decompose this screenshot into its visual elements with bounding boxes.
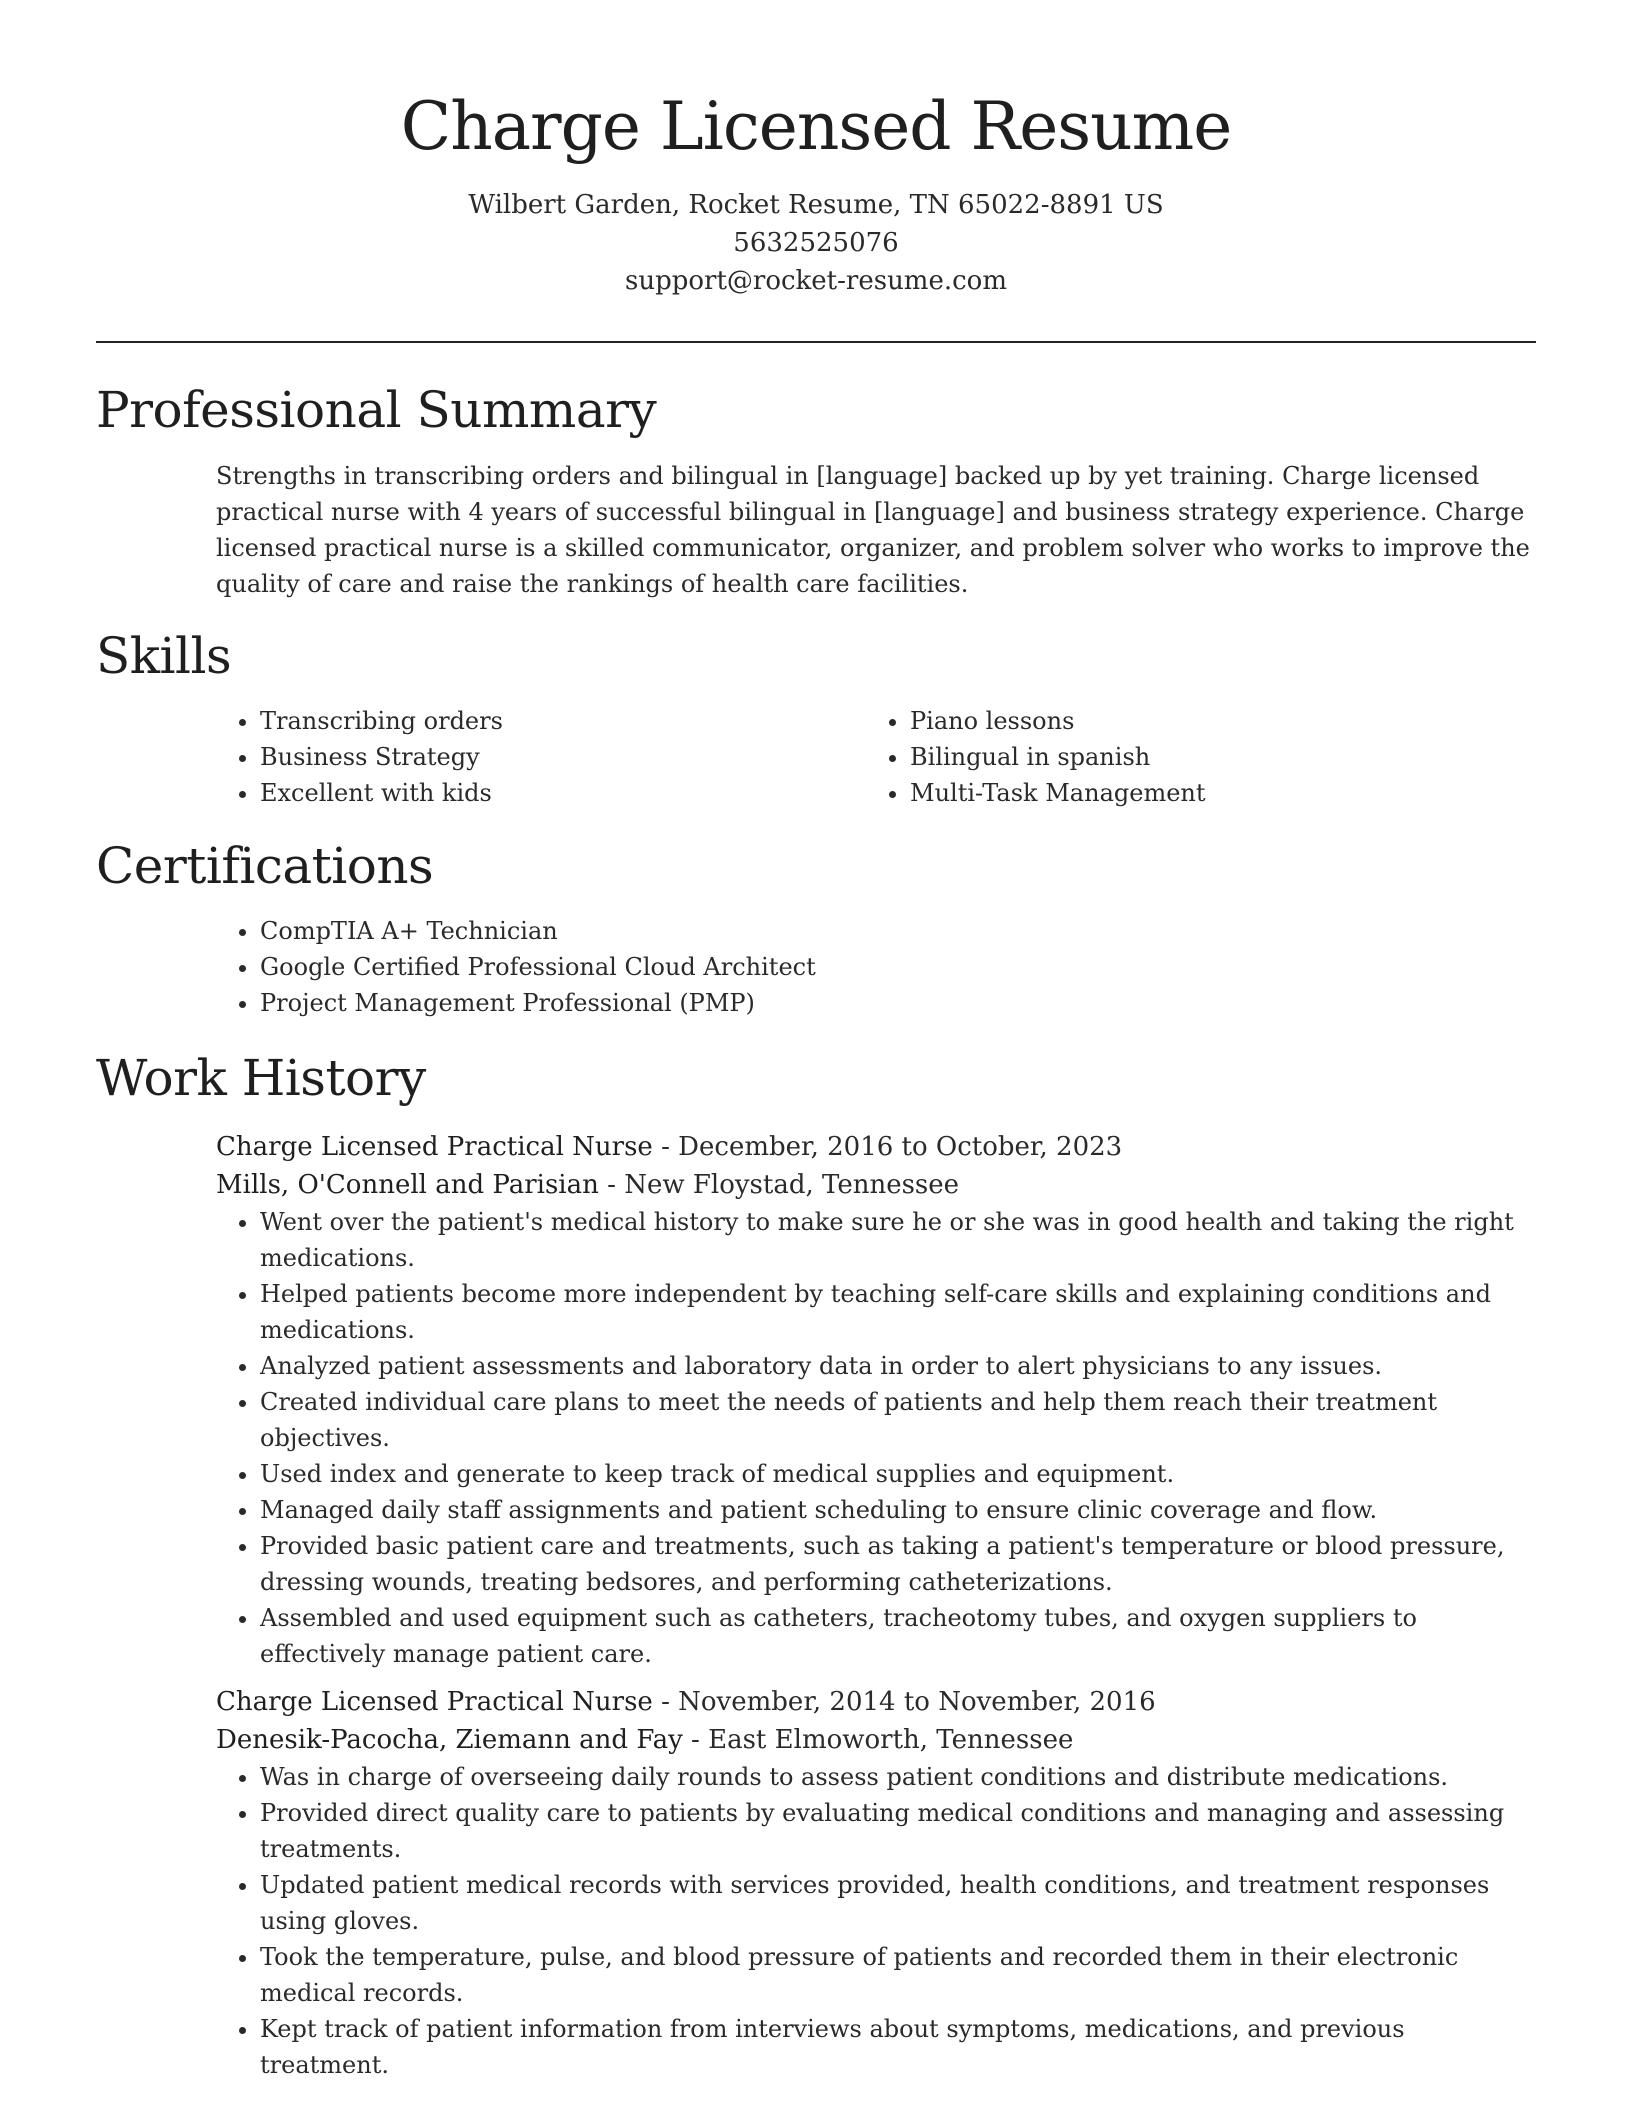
job-bullets <box>216 1759 1536 2083</box>
skill-item: • Transcribing orders <box>260 703 866 739</box>
job-location: East Elmoworth, Tennessee <box>708 1725 1074 1755</box>
skills-column-left <box>216 703 866 811</box>
skills-heading: Skills <box>96 627 232 685</box>
job-bullets <box>216 1204 1536 1672</box>
job-separator: - <box>661 1687 679 1717</box>
job-bullet: • Provided direct quality care to patients by evaluating medical conditions and managing and assessing treatments. <box>260 1795 1536 1867</box>
job-bullet: • Created individual care plans to meet the needs of patients and help them reach their treatment objectives. <box>260 1384 1536 1456</box>
contact-email: support@rocket-resume.com <box>624 266 1007 296</box>
job-bullet: • Managed daily staff assignments and patient scheduling to ensure clinic coverage and flow. <box>260 1492 1536 1528</box>
certifications-section <box>216 913 1536 1021</box>
certification-item: • Google Certified Professional Cloud Architect <box>260 949 1536 985</box>
skill-item: • Excellent with kids <box>260 775 866 811</box>
skills-section <box>216 703 1536 811</box>
job-bullet: • Provided basic patient care and treatments, such as taking a patient's temperature or blood pressure, dressing wounds, treating bedsores, and performing catheterizations. <box>260 1528 1536 1600</box>
job-company: Denesik-Pacocha, Ziemann and Fay <box>216 1725 683 1755</box>
job-location: New Floystad, Tennessee <box>624 1170 960 1200</box>
summary-text: Strengths in transcribing orders and bilingual in [language] backed up by yet training. Charge licensed practical nurse with 4 years of successful bilingual in [language] and business strategy experience. Charge licensed practical nurse is a skilled communicator, organizer, and problem solver who works to improve the quality of care and raise the rankings of health care facilities. <box>216 462 1530 598</box>
certifications-heading: Certifications <box>96 837 434 895</box>
job-entry <box>216 1128 1536 1672</box>
certification-item: • Project Management Professional (PMP) <box>260 985 1536 1021</box>
resume-header <box>0 0 1632 300</box>
job-bullet: • Updated patient medical records with services provided, health conditions, and treatment responses using gloves. <box>260 1867 1536 1939</box>
job-bullet: • Used index and generate to keep track of medical supplies and equipment. <box>260 1456 1536 1492</box>
job-bullet: • Analyzed patient assessments and laboratory data in order to alert physicians to any issues. <box>260 1348 1536 1384</box>
skill-item: • Business Strategy <box>260 739 866 775</box>
certification-item: • CompTIA A+ Technician <box>260 913 1536 949</box>
job-dates: November, 2014 to November, 2016 <box>678 1687 1156 1717</box>
summary-heading: Professional Summary <box>96 381 657 439</box>
job-bullet: • Was in charge of overseeing daily rounds to assess patient conditions and distribute medications. <box>260 1759 1536 1795</box>
job-company: Mills, O'Connell and Parisian <box>216 1170 599 1200</box>
job-title-line <box>216 1683 1536 1721</box>
contact-address: Wilbert Garden, Rocket Resume, TN 65022-8891 US <box>468 190 1164 220</box>
skill-item: • Bilingual in spanish <box>910 739 1516 775</box>
contact-block <box>0 186 1632 300</box>
job-bullet: • Helped patients become more independent by teaching self-care skills and explaining conditions and medications. <box>260 1276 1536 1348</box>
job-title-line <box>216 1128 1536 1166</box>
job-separator: - <box>661 1132 679 1162</box>
job-separator: - <box>607 1170 625 1200</box>
job-entry <box>216 1683 1536 2083</box>
job-separator: - <box>691 1725 709 1755</box>
resume-title: Charge Licensed Resume <box>400 88 1232 165</box>
job-role: Charge Licensed Practical Nurse <box>216 1132 653 1162</box>
skill-item: • Multi-Task Management <box>910 775 1516 811</box>
job-role: Charge Licensed Practical Nurse <box>216 1687 653 1717</box>
summary-section <box>216 458 1536 602</box>
contact-phone: 5632525076 <box>733 228 899 258</box>
job-company-line <box>216 1721 1536 1759</box>
skills-column-right <box>866 703 1516 811</box>
work-history-heading: Work History <box>96 1049 426 1107</box>
job-company-line <box>216 1166 1536 1204</box>
job-bullet: • Assembled and used equipment such as catheters, tracheotomy tubes, and oxygen suppliers to effectively manage patient care. <box>260 1600 1536 1672</box>
job-bullet: • Kept track of patient information from interviews about symptoms, medications, and previous treatment. <box>260 2011 1536 2083</box>
header-divider <box>96 341 1536 343</box>
job-bullet: • Went over the patient's medical history to make sure he or she was in good health and taking the right medications. <box>260 1204 1536 1276</box>
job-bullet: • Took the temperature, pulse, and blood pressure of patients and recorded them in their electronic medical records. <box>260 1939 1536 2011</box>
job-dates: December, 2016 to October, 2023 <box>678 1132 1123 1162</box>
skill-item: • Piano lessons <box>910 703 1516 739</box>
